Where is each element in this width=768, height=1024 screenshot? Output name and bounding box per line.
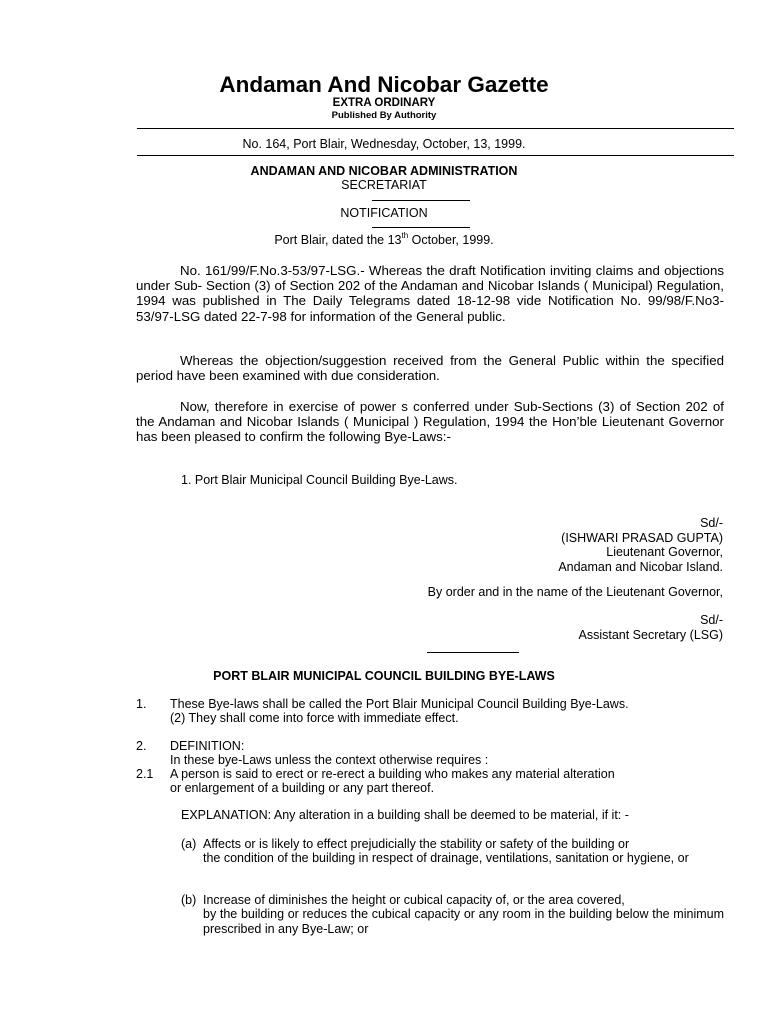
dated-line: Port Blair, dated the 13th October, 1999. bbox=[274, 231, 494, 247]
separator-rule bbox=[427, 652, 519, 653]
signatory-place: Andaman and Nicobar Island. bbox=[558, 559, 723, 574]
secretariat-label: SECRETARIAT bbox=[341, 178, 427, 192]
notification-paragraph-2: Whereas the objection/suggestion received from the General Public within the specified period have been examined with due consideration. bbox=[136, 353, 724, 384]
section-2-text: DEFINITION: In these bye-Laws unless the context otherwise requires : bbox=[170, 739, 489, 768]
signature-block-2 bbox=[579, 613, 724, 642]
divider-top bbox=[137, 128, 734, 129]
notification-paragraph-1: No. 161/99/F.No.3-53/97-LSG.- Whereas the draft Notification inviting claims and objections under Sub- Section (3) of Section 202 of the Andaman and Nicobar Islands ( Municipal) Regulation, 1994 was published in The Daily Telegrams dated 18-12-98 vide Notification No. 99/98/F.No3-53/97-LSG dated 22-7-98 for information of the General public. bbox=[136, 263, 724, 324]
notification-label: NOTIFICATION bbox=[340, 206, 428, 220]
extra-ordinary-label: EXTRA ORDINARY bbox=[332, 97, 436, 109]
section-2-number: 2. bbox=[136, 739, 147, 753]
byelaws-heading: PORT BLAIR MUNICIPAL COUNCIL BUILDING BYE-LAWS bbox=[213, 669, 555, 683]
gazette-title: Andaman And Nicobar Gazette bbox=[219, 72, 549, 97]
section-1-number: 1. bbox=[136, 697, 147, 711]
clause-b-label: (b) bbox=[181, 893, 197, 907]
administration-heading: ANDAMAN AND NICOBAR ADMINISTRATION bbox=[250, 164, 518, 178]
section-1-text: These Bye-laws shall be called the Port Blair Municipal Council Building Bye-Laws. (2) They shall come into force with immediate effect. bbox=[170, 697, 629, 726]
assistant-secretary-designation: Assistant Secretary (LSG) bbox=[578, 627, 723, 642]
sd-mark-1: Sd/- bbox=[700, 516, 723, 530]
issue-line: No. 164, Port Blair, Wednesday, October, 13, 1999. bbox=[242, 137, 526, 151]
signatory-designation: Lieutenant Governor, bbox=[606, 545, 723, 559]
short-rule-2 bbox=[372, 227, 470, 228]
section-2-1-number: 2.1 bbox=[136, 767, 154, 781]
sd-mark-2: Sd/- bbox=[700, 613, 723, 627]
short-rule-1 bbox=[372, 200, 470, 201]
notification-paragraph-3: Now, therefore in exercise of power s conferred under Sub-Sections (3) of Section 202 of the Andaman and Nicobar Islands ( Municipal ) Regulation, 1994 the Hon’ble Lieutenant Governor has been pleased to confirm the following Bye-Laws:- bbox=[136, 399, 724, 445]
signatory-name: (ISHWARI PRASAD GUPTA) bbox=[561, 530, 723, 545]
signature-block-1 bbox=[558, 516, 723, 574]
section-2-1-text: A person is said to erect or re-erect a building who makes any material alteration or enlargement of a building or any part thereof. bbox=[170, 767, 615, 796]
clause-b: (b) Increase of diminishes the height or cubical capacity of, or the area covered, by the building or reduces the cubical capacity or any room in the building below the minimum prescribed in any Bye-Law; or bbox=[181, 893, 724, 936]
bye-law-list-item: 1. Port Blair Municipal Council Building Bye-Laws. bbox=[181, 473, 458, 487]
clause-a: (a) Affects or is likely to effect prejudicially the stability or safety of the building or the condition of the building in respect of drainage, ventilations, sanitation or hygiene, or bbox=[181, 837, 689, 866]
explanation-text: EXPLANATION: Any alteration in a building shall be deemed to be material, if it: - bbox=[181, 808, 629, 822]
order-line: By order and in the name of the Lieutenant Governor, bbox=[427, 585, 723, 599]
divider-bottom bbox=[137, 155, 734, 156]
published-by-label: Published By Authority bbox=[331, 110, 437, 121]
clause-a-label: (a) bbox=[181, 837, 197, 851]
